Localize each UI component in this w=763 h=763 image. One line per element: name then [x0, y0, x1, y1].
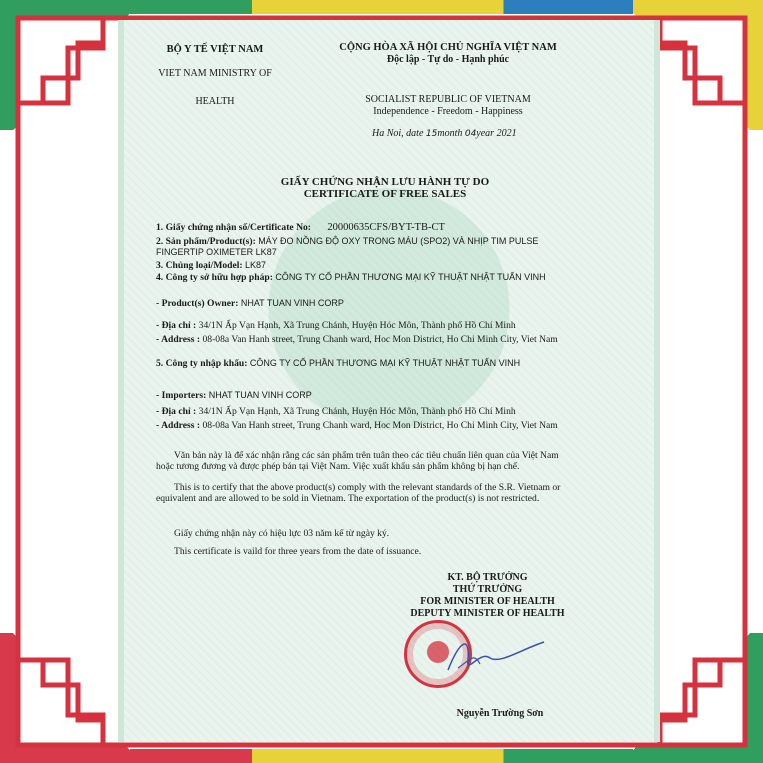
addr2-en-value: 08-08a Van Hanh street, Trung Chanh ward, Hoc Mon District, Ho Chi Minh City, Viet Nam	[202, 420, 558, 431]
field-model	[156, 260, 576, 271]
importer-label: 5. Công ty nhập khẩu:	[156, 358, 248, 369]
owner-en-label: - Product(s) Owner:	[156, 298, 239, 309]
sig-line2: THỨ TRƯỞNG	[452, 584, 523, 595]
model-value: LK87	[245, 260, 267, 270]
product-label: 2. Sản phẩm/Product(s):	[156, 236, 256, 247]
addr2-vn-value: 34/1N Ấp Vạn Hạnh, Xã Trung Chánh, Huyện Hóc Môn, Thành phố Hồ Chí Minh	[198, 406, 516, 417]
republic-vn: CỘNG HÒA XÃ HỘI CHỦ NGHĨA VIỆT NAM	[339, 42, 557, 53]
handwritten-signature	[440, 630, 550, 680]
field-address2-vn	[156, 406, 576, 417]
owner-label: 4. Công ty sở hữu hợp pháp:	[156, 272, 273, 283]
title-en: CERTIFICATE OF FREE SALES	[303, 188, 467, 200]
field-address-en	[156, 334, 576, 345]
importer-value: CÔNG TY CỔ PHẦN THƯƠNG MẠI KỸ THUẬT NHẬT TUẤN VINH	[249, 358, 521, 368]
sig-line4: DEPUTY MINISTER OF HEALTH	[410, 608, 565, 619]
title-vn: GIẤY CHỨNG NHẬN LƯU HÀNH TỰ DO	[280, 176, 490, 188]
cert-value: 20000635CFS/BYT-TB-CT	[327, 222, 445, 233]
validity-vn: Giấy chứng nhận này có hiệu lực 03 năm kể từ ngày ký.	[174, 528, 390, 539]
statement-en: This is to certify that the above product(s) comply with the relevant standards of the S.R. Vietnam or equivalent and are allowed to be sold in Vietnam. The exportation of the product(s) is not restricted.	[156, 482, 561, 504]
field-product	[156, 236, 576, 258]
model-label: 3. Chủng loại/Model:	[156, 260, 243, 271]
ministry-vn: BỘ Y TẾ VIỆT NAM	[166, 44, 264, 55]
validity-en: This certificate is vaild for three years from the date of issuance.	[174, 546, 422, 557]
field-address-vn	[156, 320, 576, 331]
ministry-en-line2: HEALTH	[195, 96, 235, 107]
signature-title	[400, 572, 575, 620]
importer-en-value: NHAT TUAN VINH CORP	[208, 390, 312, 400]
motto-vn: Độc lập - Tự do - Hạnh phúc	[386, 54, 510, 65]
addr-en-value: 08-08a Van Hanh street, Trung Chanh ward, Hoc Mon District, Ho Chi Minh City, Viet Nam	[202, 334, 558, 345]
signer-name: Nguyễn Trường Sơn	[456, 708, 544, 719]
owner-en-value: NHAT TUAN VINH CORP	[240, 298, 344, 308]
issue-date	[372, 128, 572, 139]
owner-value: CÔNG TY CỔ PHẦN THƯƠNG MẠI KỸ THUẬT NHẬT TUẤN VINH	[275, 272, 546, 282]
date-year: 2021	[496, 128, 517, 139]
field-certificate	[156, 222, 576, 233]
ministry-en-line1: VIET NAM MINISTRY OF	[158, 68, 272, 79]
product-value: MÁY ĐO NỒNG ĐỘ OXY TRONG MÁU (SPO2) VÀ NHỊP TIM PULSE FINGERTIP OXIMETER LK87	[156, 236, 539, 257]
addr2-vn-label: - Địa chỉ :	[156, 406, 197, 417]
importer-en-label: - Importers:	[156, 390, 207, 401]
addr-vn-value: 34/1N Ấp Vạn Hạnh, Xã Trung Chánh, Huyện Hóc Môn, Thành phố Hồ Chí Minh	[198, 320, 516, 331]
cert-label: 1. Giấy chứng nhận số/Certificate No:	[156, 222, 311, 233]
sig-line3: FOR MINISTER OF HEALTH	[420, 596, 555, 607]
date-year-label: year	[476, 128, 495, 139]
republic-en: SOCIALIST REPUBLIC OF VIETNAM	[365, 94, 531, 105]
field-address2-en	[156, 420, 576, 431]
date-month-label: month	[437, 128, 463, 139]
field-importer-en	[156, 390, 576, 401]
sig-line1: KT. BỘ TRƯỞNG	[447, 572, 528, 583]
field-owner	[156, 272, 576, 283]
motto-en: Independence - Freedom - Happiness	[373, 106, 523, 117]
addr-en-label: - Address :	[156, 334, 201, 345]
addr2-en-label: - Address :	[156, 420, 201, 431]
statement-vn: Văn bản này là để xác nhận rằng các sản phẩm trên tuân theo các tiêu chuẩn liên quan của Việt Nam hoặc tương đương và được phép bán tại Việt Nam. Việc xuất khẩu sản phẩm không bị hạn chế.	[156, 450, 559, 472]
date-month: 04	[464, 129, 477, 139]
date-prefix: Ha Noi, date	[372, 128, 424, 139]
date-day: 15	[425, 129, 438, 139]
field-owner-en	[156, 298, 576, 309]
addr-vn-label: - Địa chỉ :	[156, 320, 197, 331]
field-importer	[156, 358, 576, 369]
